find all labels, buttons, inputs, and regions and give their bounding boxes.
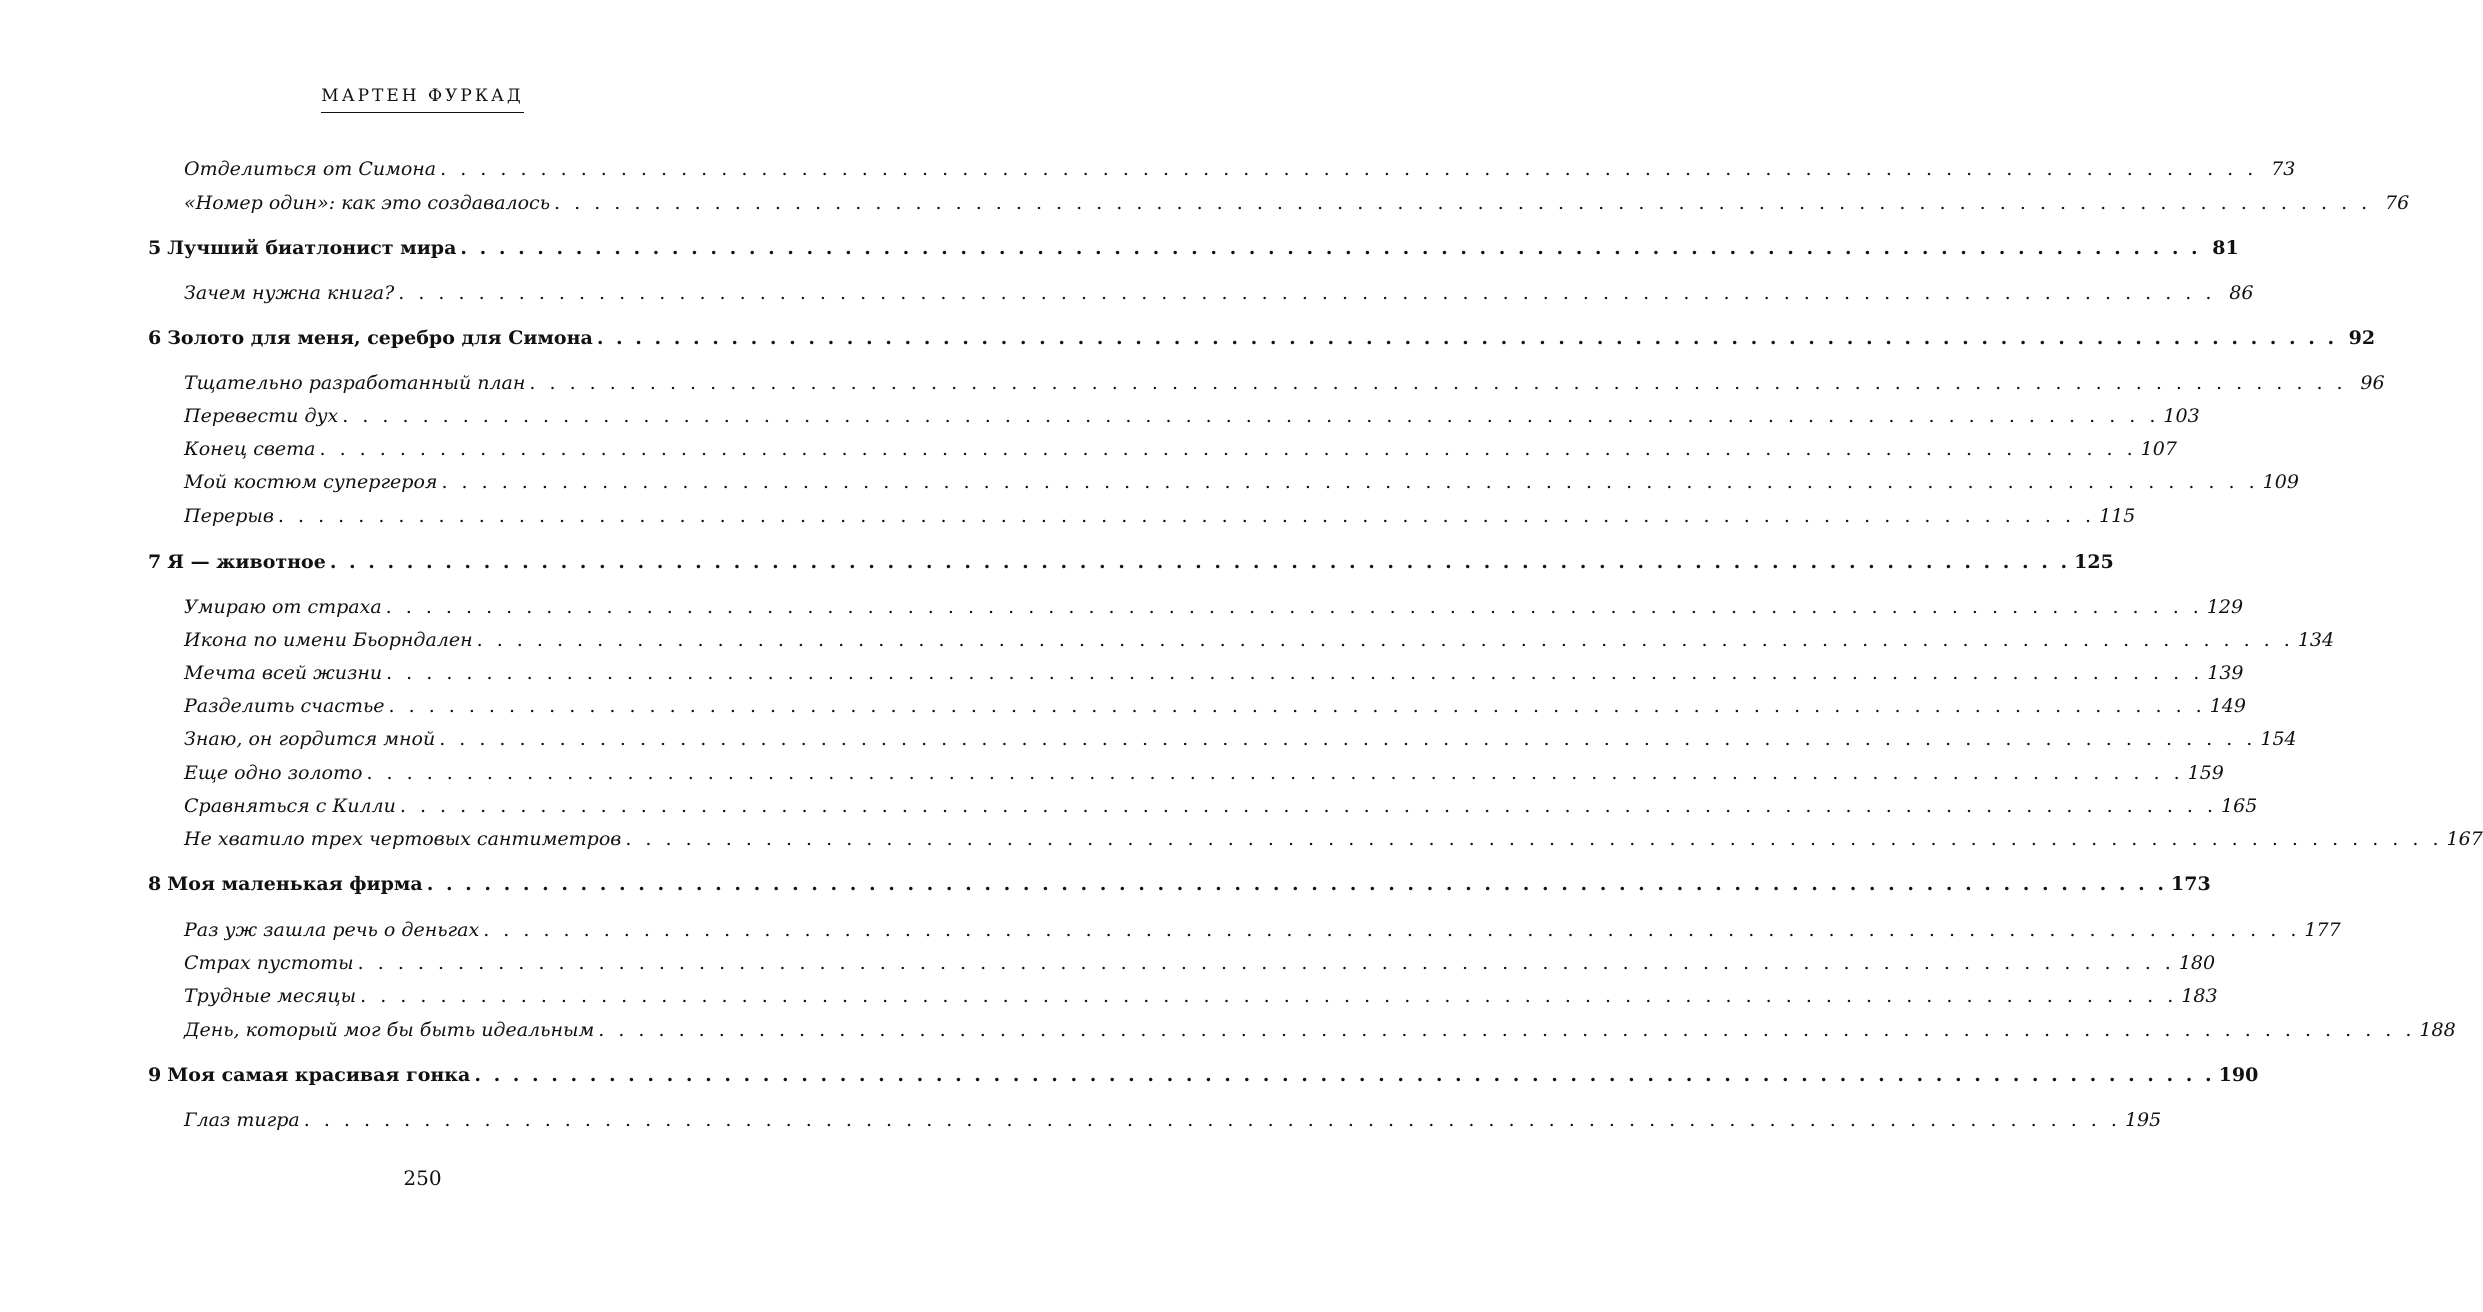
page-ref: 96 [2360,372,2385,394]
section-title: Страх пустоты [184,952,354,974]
dot-leader: . . . . . . . . . . . . . . . . . . . . . . . . . . . . . . . . . . . . . . . . . . . . . . . . . . . . . . . . . . . . . . . . . . . . . . . . . . . . . . . . . . . . . . . . . . . [476,629,2294,651]
author-name: МАРТЕН ФУРКАД [321,86,523,113]
page-ref: 183 [2181,985,2218,1007]
page-ref: 81 [2212,237,2239,259]
section-title: Тщательно разработанный план [184,372,526,394]
toc-section-row [184,728,2297,758]
page-ref: 167 [2446,828,2483,850]
page-ref: 92 [2348,327,2376,349]
toc-section-row [184,158,2296,188]
toc-section-row [184,192,2410,222]
page-ref: 149 [2209,695,2246,717]
chapter-number: 9 [148,1064,162,1086]
section-title: Конец света [184,438,316,460]
section-title: «Номер один»: как это создавалось [184,192,551,214]
toc-section-row [184,596,2244,626]
toc-section-row [184,985,2218,1015]
page-ref: 195 [2124,1109,2162,1131]
dot-leader: . . . . . . . . . . . . . . . . . . . . . . . . . . . . . . . . . . . . . . . . . . . . . . . . . . . . . . . . . . . . . . . . . . . . . . . . . . . . . . . . . . . . . . . . . . . [474,1064,2215,1086]
dot-leader: . . . . . . . . . . . . . . . . . . . . . . . . . . . . . . . . . . . . . . . . . . . . . . . . . . . . . . . . . . . . . . . . . . . . . . . . . . . . . . . . . . . . . . . . . . . [386,662,2204,684]
dot-leader: . . . . . . . . . . . . . . . . . . . . . . . . . . . . . . . . . . . . . . . . . . . . . . . . . . . . . . . . . . . . . . . . . . . . . . . . . . . . . . . . . . . . . . . . . . . [554,192,2372,214]
section-title: Трудные месяцы [184,985,357,1007]
page-ref: 154 [2260,728,2297,750]
toc-chapter-row [148,1064,2259,1094]
chapter-number: 7 [148,551,162,573]
section-title: Умираю от страха [184,596,382,618]
page-ref: 76 [2385,192,2410,214]
dot-leader: . . . . . . . . . . . . . . . . . . . . . . . . . . . . . . . . . . . . . . . . . . . . . . . . . . . . . . . . . . . . . . . . . . . . . . . . . . . . . . . . . . . . . . . . . . . [329,551,2071,573]
page-ref: 103 [2163,405,2200,427]
section-title: Знаю, он гордится мной [184,728,436,750]
section-title: Зачем нужна книга? [184,282,395,304]
section-title: Мой костюм супергероя [184,471,438,493]
dot-leader: . . . . . . . . . . . . . . . . . . . . . . . . . . . . . . . . . . . . . . . . . . . . . . . . . . . . . . . . . . . . . . . . . . . . . . . . . . . . . . . . . . . . . . . . . . . [360,985,2178,1007]
page-ref: 190 [2218,1064,2259,1086]
dot-leader: . . . . . . . . . . . . . . . . . . . . . . . . . . . . . . . . . . . . . . . . . . . . . . . . . . . . . . . . . . . . . . . . . . . . . . . . . . . . . . . . . . . . . . . . . . . [303,1109,2121,1131]
dot-leader: . . . . . . . . . . . . . . . . . . . . . . . . . . . . . . . . . . . . . . . . . . . . . . . . . . . . . . . . . . . . . . . . . . . . . . . . . . . . . . . . . . . . . . . . . . . [388,695,2206,717]
page-ref: 134 [2297,629,2335,651]
dot-leader: . . . . . . . . . . . . . . . . . . . . . . . . . . . . . . . . . . . . . . . . . . . . . . . . . . . . . . . . . . . . . . . . . . . . . . . . . . . . . . . . . . . . . . . . . . . [398,282,2216,304]
toc-section-row [184,919,2341,949]
page-number: 250 [403,1166,442,1190]
dot-leader: . . . . . . . . . . . . . . . . . . . . . . . . . . . . . . . . . . . . . . . . . . . . . . . . . . . . . . . . . . . . . . . . . . . . . . . . . . . . . . . . . . . . . . . . . . . [625,828,2443,850]
dot-leader: . . . . . . . . . . . . . . . . . . . . . . . . . . . . . . . . . . . . . . . . . . . . . . . . . . . . . . . . . . . . . . . . . . . . . . . . . . . . . . . . . . . . . . . . . . . [440,158,2258,180]
page-ref: 125 [2074,551,2114,573]
page-ref: 129 [2206,596,2244,618]
toc-section-row [184,438,2177,468]
page-ref: 139 [2207,662,2244,684]
page-ref: 177 [2304,919,2341,941]
section-title: Разделить счастье [184,695,385,717]
section-title: Сравняться с Килли [184,795,396,817]
running-head [0,86,845,113]
dot-leader: . . . . . . . . . . . . . . . . . . . . . . . . . . . . . . . . . . . . . . . . . . . . . . . . . . . . . . . . . . . . . . . . . . . . . . . . . . . . . . . . . . . . . . . . . . . [529,372,2347,394]
dot-leader: . . . . . . . . . . . . . . . . . . . . . . . . . . . . . . . . . . . . . . . . . . . . . . . . . . . . . . . . . . . . . . . . . . . . . . . . . . . . . . . . . . . . . . . . . . . [460,237,2201,259]
section-title: Икона по имени Бьорндален [184,629,473,651]
page-ref: 188 [2419,1019,2456,1041]
toc-section-row [184,662,2244,692]
toc-section-row [184,629,2335,659]
section-title: Еще одно золото [184,762,363,784]
dot-leader: . . . . . . . . . . . . . . . . . . . . . . . . . . . . . . . . . . . . . . . . . . . . . . . . . . . . . . . . . . . . . . . . . . . . . . . . . . . . . . . . . . . . . . . . . . . [342,405,2160,427]
chapter-title: Моя маленькая фирма [167,873,423,895]
toc-section-row [184,952,2216,982]
chapter-title: Я — животное [167,551,326,573]
dot-leader: . . . . . . . . . . . . . . . . . . . . . . . . . . . . . . . . . . . . . . . . . . . . . . . . . . . . . . . . . . . . . . . . . . . . . . . . . . . . . . . . . . . . . . . . . . . [385,596,2203,618]
section-title: День, который мог бы быть идеальным [184,1019,595,1041]
toc-section-row [184,405,2200,435]
toc-chapter-row [148,237,2239,267]
dot-leader: . . . . . . . . . . . . . . . . . . . . . . . . . . . . . . . . . . . . . . . . . . . . . . . . . . . . . . . . . . . . . . . . . . . . . . . . . . . . . . . . . . . . . . . . . . . [366,762,2184,784]
toc-section-row [184,372,2385,402]
dot-leader: . . . . . . . . . . . . . . . . . . . . . . . . . . . . . . . . . . . . . . . . . . . . . . . . . . . . . . . . . . . . . . . . . . . . . . . . . . . . . . . . . . . . . . . . . . . [441,471,2259,493]
page-ref: 86 [2229,282,2254,304]
section-title: Глаз тигра [184,1109,300,1131]
dot-leader: . . . . . . . . . . . . . . . . . . . . . . . . . . . . . . . . . . . . . . . . . . . . . . . . . . . . . . . . . . . . . . . . . . . . . . . . . . . . . . . . . . . . . . . . . . . [439,728,2257,750]
toc-chapter-row [148,873,2211,903]
toc-section-row [184,695,2246,725]
chapter-number: 5 [148,237,162,259]
page-ref: 180 [2178,952,2216,974]
dot-leader: . . . . . . . . . . . . . . . . . . . . . . . . . . . . . . . . . . . . . . . . . . . . . . . . . . . . . . . . . . . . . . . . . . . . . . . . . . . . . . . . . . . . . . . . . . . [277,505,2096,527]
dot-leader: . . . . . . . . . . . . . . . . . . . . . . . . . . . . . . . . . . . . . . . . . . . . . . . . . . . . . . . . . . . . . . . . . . . . . . . . . . . . . . . . . . . . . . . . . . . [596,327,2338,349]
section-title: Перерыв [184,505,274,527]
dot-leader: . . . . . . . . . . . . . . . . . . . . . . . . . . . . . . . . . . . . . . . . . . . . . . . . . . . . . . . . . . . . . . . . . . . . . . . . . . . . . . . . . . . . . . . . . . . [357,952,2175,974]
chapter-title: Золото для меня, серебро для Симона [167,327,593,349]
toc-section-row [184,282,2254,312]
dot-leader: . . . . . . . . . . . . . . . . . . . . . . . . . . . . . . . . . . . . . . . . . . . . . . . . . . . . . . . . . . . . . . . . . . . . . . . . . . . . . . . . . . . . . . . . . . . [598,1019,2416,1041]
toc-section-row [184,1109,2162,1139]
page-ref: 109 [2262,471,2299,493]
page-ref: 73 [2271,158,2296,180]
page-ref: 165 [2221,795,2258,817]
dot-leader: . . . . . . . . . . . . . . . . . . . . . . . . . . . . . . . . . . . . . . . . . . . . . . . . . . . . . . . . . . . . . . . . . . . . . . . . . . . . . . . . . . . . . . . . . . . [483,919,2301,941]
toc-section-row [184,1019,2456,1049]
chapter-title: Моя самая красивая гонка [167,1064,471,1086]
page-ref: 173 [2171,873,2211,895]
section-title: Отделиться от Симона [184,158,437,180]
chapter-title: Лучший биатлонист мира [167,237,457,259]
toc-section-row [184,505,2136,535]
dot-leader: . . . . . . . . . . . . . . . . . . . . . . . . . . . . . . . . . . . . . . . . . . . . . . . . . . . . . . . . . . . . . . . . . . . . . . . . . . . . . . . . . . . . . . . . . . . [399,795,2218,817]
dot-leader: . . . . . . . . . . . . . . . . . . . . . . . . . . . . . . . . . . . . . . . . . . . . . . . . . . . . . . . . . . . . . . . . . . . . . . . . . . . . . . . . . . . . . . . . . . . [426,873,2167,895]
chapter-number: 8 [148,873,162,895]
page-ref: 115 [2099,505,2136,527]
section-title: Раз уж зашла речь о деньгах [184,919,480,941]
page-ref: 107 [2140,438,2177,460]
section-title: Не хватило трех чертовых сантиметров [184,828,622,850]
toc-chapter-row [148,327,2376,357]
toc-chapter-row [148,551,2114,581]
toc-section-row [184,795,2258,825]
section-title: Перевести дух [184,405,339,427]
dot-leader: . . . . . . . . . . . . . . . . . . . . . . . . . . . . . . . . . . . . . . . . . . . . . . . . . . . . . . . . . . . . . . . . . . . . . . . . . . . . . . . . . . . . . . . . . . . [319,438,2137,460]
chapter-number: 6 [148,327,162,349]
toc-section-row [184,762,2224,792]
toc-section-row [184,471,2299,501]
section-title: Мечта всей жизни [184,662,383,684]
toc-section-row [184,828,2483,858]
page-ref: 159 [2187,762,2224,784]
